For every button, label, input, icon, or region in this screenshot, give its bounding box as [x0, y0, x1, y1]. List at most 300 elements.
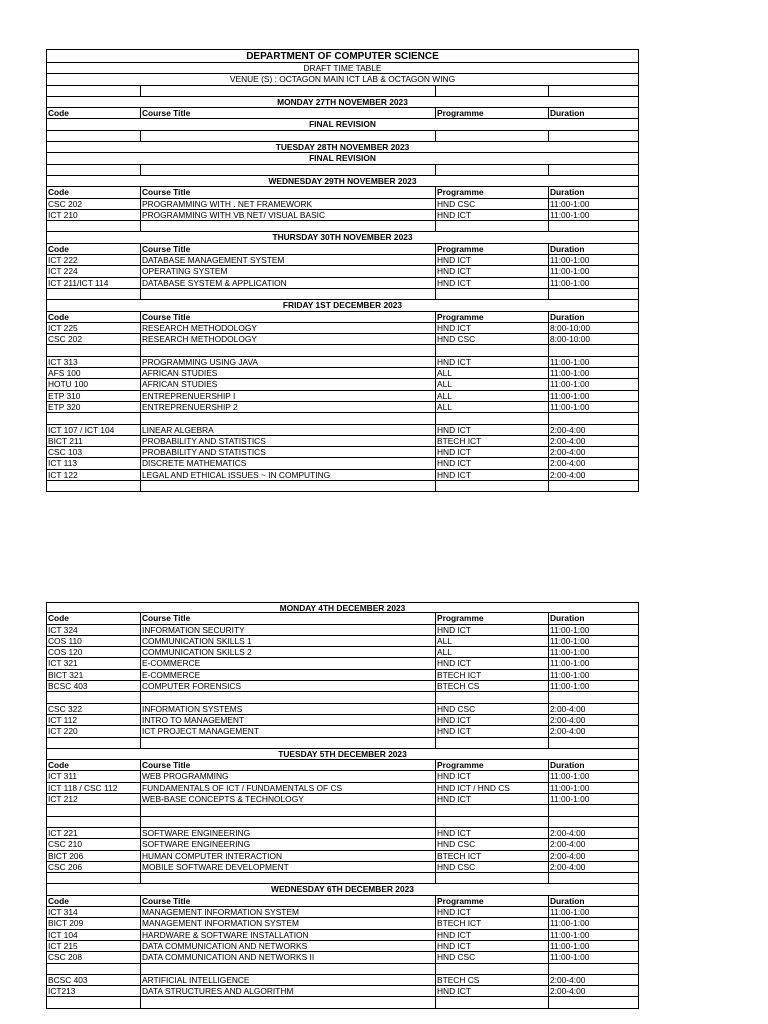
blank-row — [46, 873, 639, 884]
empty-cell — [435, 165, 548, 175]
duration: 2:00-4:00 — [548, 828, 639, 838]
course-code: ICT 113 — [48, 458, 78, 469]
section-heading: FINAL REVISION — [46, 153, 639, 164]
programme: HND ICT — [435, 278, 548, 288]
blank-row — [46, 738, 639, 749]
duration: 11:00-1:00 — [548, 681, 639, 691]
empty-cell — [548, 221, 639, 231]
programme: ALL — [435, 647, 548, 657]
course-title: HARDWARE & SOFTWARE INSTALLATION — [140, 930, 435, 940]
programme: HND ICT / HND CS — [435, 783, 548, 793]
duration: 2:00-4:00 — [548, 975, 639, 985]
draft-label: DRAFT TIME TABLE — [46, 63, 639, 74]
table-row — [46, 941, 639, 952]
section-heading: TUESDAY 5TH DECEMBER 2023 — [46, 749, 639, 760]
course-code: HOTU 100 — [48, 379, 89, 390]
empty-cell — [47, 738, 140, 748]
programme: HND ICT — [435, 266, 548, 276]
course-title-header: Course Title — [140, 896, 435, 906]
programme: HND ICT — [435, 447, 548, 457]
course-title: ENTREPRENUERSHIP I — [140, 391, 435, 401]
table-row — [46, 625, 639, 636]
table-row — [46, 636, 639, 647]
table-row — [46, 210, 639, 221]
programme: HND CSC — [435, 704, 548, 714]
duration: 8:00-10:00 — [548, 334, 639, 344]
empty-cell — [548, 964, 639, 974]
course-title: ARTIFICIAL INTELLIGENCE — [140, 975, 435, 985]
table-row — [46, 357, 639, 368]
duration: 2:00-4:00 — [548, 436, 639, 446]
duration: 11:00-1:00 — [548, 357, 639, 367]
programme-header: Programme — [435, 187, 548, 197]
empty-cell — [140, 873, 435, 883]
empty-cell — [47, 165, 140, 175]
table-row — [46, 918, 639, 929]
empty-cell — [140, 86, 435, 96]
course-code: AFS 100 — [48, 368, 81, 379]
programme: HND ICT — [435, 425, 548, 435]
empty-cell — [435, 221, 548, 231]
timetable-rows-1 — [46, 86, 639, 493]
programme: BTECH ICT — [435, 436, 548, 446]
course-title: PROBABILITY AND STATISTICS — [140, 436, 435, 446]
empty-cell — [47, 997, 140, 1007]
table-row — [46, 828, 639, 839]
section-heading: WEDNESDAY 6TH DECEMBER 2023 — [46, 884, 639, 895]
empty-cell — [435, 964, 548, 974]
course-title: PROGRAMMING USING JAVA — [140, 357, 435, 367]
empty-cell — [548, 131, 639, 141]
column-header-row — [46, 896, 639, 907]
course-title-header: Course Title — [140, 187, 435, 197]
table-row — [46, 783, 639, 794]
section-heading: MONDAY 4TH DECEMBER 2023 — [46, 602, 639, 613]
duration-header: Duration — [548, 896, 639, 906]
empty-cell — [435, 738, 548, 748]
course-code: CSC 208 — [48, 952, 82, 963]
course-code: BICT 206 — [48, 850, 84, 861]
duration: 2:00-4:00 — [548, 447, 639, 457]
programme: HND ICT — [435, 907, 548, 917]
duration-header: Duration — [548, 244, 639, 254]
table-row — [46, 670, 639, 681]
programme: HND ICT — [435, 210, 548, 220]
course-code: ICT 211/ICT 114 — [48, 277, 109, 288]
course-title: MOBILE SOFTWARE DEVELOPMENT — [140, 862, 435, 872]
programme: BTECH ICT — [435, 851, 548, 861]
empty-cell — [47, 345, 140, 355]
blank-row — [46, 221, 639, 232]
course-title: E-COMMERCE — [140, 658, 435, 668]
programme: HND ICT — [435, 794, 548, 804]
blank-row — [46, 964, 639, 975]
duration: 2:00-4:00 — [548, 851, 639, 861]
empty-cell — [548, 805, 639, 815]
table-row — [46, 794, 639, 805]
duration: 2:00-4:00 — [548, 715, 639, 725]
duration: 2:00-4:00 — [548, 986, 639, 996]
duration: 11:00-1:00 — [548, 368, 639, 378]
course-title: DISCRETE MATHEMATICS — [140, 458, 435, 468]
blank-row — [46, 997, 639, 1008]
course-code: ETP 310 — [48, 390, 81, 401]
table-row — [46, 715, 639, 726]
course-title: DATA COMMUNICATION AND NETWORKS — [140, 941, 435, 951]
empty-cell — [140, 289, 435, 299]
duration: 2:00-4:00 — [548, 470, 639, 480]
table-row — [46, 425, 639, 436]
blank-row — [46, 165, 639, 176]
course-code: ICT 122 — [48, 469, 78, 480]
section-heading: THURSDAY 30TH NOVEMBER 2023 — [46, 232, 639, 243]
duration: 11:00-1:00 — [548, 278, 639, 288]
table-row — [46, 278, 639, 289]
table-row — [46, 986, 639, 997]
empty-cell — [47, 805, 140, 815]
course-code: ICT 104 — [48, 929, 78, 940]
duration: 11:00-1:00 — [548, 771, 639, 781]
empty-cell — [435, 692, 548, 702]
table-row — [46, 379, 639, 390]
duration: 11:00-1:00 — [548, 658, 639, 668]
empty-cell — [140, 692, 435, 702]
empty-cell — [47, 817, 140, 827]
programme: HND CSC — [435, 862, 548, 872]
duration: 11:00-1:00 — [548, 783, 639, 793]
duration: 8:00-10:00 — [548, 323, 639, 333]
table-row — [46, 681, 639, 692]
duration-header: Duration — [548, 312, 639, 322]
course-title: MANAGEMENT INFORMATION SYSTEM — [140, 907, 435, 917]
table-row — [46, 323, 639, 334]
course-code: CSC 210 — [48, 839, 82, 850]
duration: 11:00-1:00 — [548, 625, 639, 635]
course-code: ICT 118 / CSC 112 — [48, 782, 118, 793]
table-row — [46, 458, 639, 469]
course-code: ETP 320 — [48, 401, 81, 412]
column-header-row — [46, 760, 639, 771]
course-title: OPERATING SYSTEM — [140, 266, 435, 276]
programme: HND ICT — [435, 941, 548, 951]
empty-cell — [548, 817, 639, 827]
programme: BTECH ICT — [435, 918, 548, 928]
duration: 11:00-1:00 — [548, 907, 639, 917]
course-title: COMMUNICATION SKILLS 1 — [140, 636, 435, 646]
course-title-header: Course Title — [140, 244, 435, 254]
duration-header: Duration — [548, 613, 639, 623]
course-title: AFRICAN STUDIES — [140, 379, 435, 389]
programme-header: Programme — [435, 896, 548, 906]
course-code: ICT 314 — [48, 907, 78, 918]
timetable-sheet-1 — [46, 49, 639, 492]
programme: ALL — [435, 636, 548, 646]
column-header-row — [46, 312, 639, 323]
programme-header: Programme — [435, 244, 548, 254]
table-row — [46, 658, 639, 669]
empty-cell — [548, 165, 639, 175]
course-code: COS 110 — [48, 635, 82, 646]
course-code: ICT 321 — [48, 658, 78, 669]
code-header: Code — [48, 613, 69, 624]
empty-cell — [47, 289, 140, 299]
table-row — [46, 199, 639, 210]
course-title: HUMAN COMPUTER INTERACTION — [140, 851, 435, 861]
duration: 11:00-1:00 — [548, 794, 639, 804]
table-row — [46, 839, 639, 850]
course-code: ICT 324 — [48, 624, 78, 635]
course-title: RESEARCH METHODOLOGY — [140, 323, 435, 333]
table-row — [46, 930, 639, 941]
course-title: DATABASE SYSTEM & APPLICATION — [140, 278, 435, 288]
duration: 2:00-4:00 — [548, 726, 639, 736]
course-code: ICT 210 — [48, 209, 78, 220]
programme: HND ICT — [435, 726, 548, 736]
empty-cell — [47, 964, 140, 974]
programme-header: Programme — [435, 108, 548, 118]
course-code: BCSC 403 — [48, 681, 88, 692]
course-code: CSC 322 — [48, 703, 82, 714]
programme: HND CSC — [435, 199, 548, 209]
course-code: ICT 224 — [48, 266, 78, 277]
duration: 11:00-1:00 — [548, 636, 639, 646]
code-header: Code — [48, 895, 69, 906]
empty-cell — [140, 481, 435, 491]
course-code: CSC 206 — [48, 861, 82, 872]
empty-cell — [435, 805, 548, 815]
course-code: CSC 202 — [48, 198, 82, 209]
empty-cell — [435, 873, 548, 883]
programme: ALL — [435, 391, 548, 401]
department-title: DEPARTMENT OF COMPUTER SCIENCE — [46, 49, 639, 63]
duration: 11:00-1:00 — [548, 199, 639, 209]
programme: HND ICT — [435, 828, 548, 838]
course-code: ICT 215 — [48, 940, 78, 951]
empty-cell — [140, 345, 435, 355]
empty-cell — [435, 481, 548, 491]
code-header: Code — [48, 187, 69, 198]
duration: 11:00-1:00 — [548, 379, 639, 389]
course-code: ICT 107 / ICT 104 — [48, 424, 115, 435]
table-row — [46, 436, 639, 447]
programme: HND ICT — [435, 357, 548, 367]
table-row — [46, 726, 639, 737]
course-code: CSC 202 — [48, 334, 82, 345]
programme: HND ICT — [435, 771, 548, 781]
course-code: ICT 221 — [48, 827, 78, 838]
duration: 11:00-1:00 — [548, 391, 639, 401]
course-title: AFRICAN STUDIES — [140, 368, 435, 378]
empty-cell — [548, 289, 639, 299]
course-title: INTRO TO MANAGEMENT — [140, 715, 435, 725]
programme: BTECH ICT — [435, 670, 548, 680]
course-title: DATA STRUCTURES AND ALGORITHM — [140, 986, 435, 996]
duration: 11:00-1:00 — [548, 670, 639, 680]
course-title: RESEARCH METHODOLOGY — [140, 334, 435, 344]
empty-cell — [435, 817, 548, 827]
course-code: ICT 225 — [48, 322, 78, 333]
duration: 11:00-1:00 — [548, 255, 639, 265]
empty-cell — [435, 131, 548, 141]
column-header-row — [46, 613, 639, 624]
course-title: ICT PROJECT MANAGEMENT — [140, 726, 435, 736]
programme: HND ICT — [435, 458, 548, 468]
empty-cell — [47, 873, 140, 883]
venue-label: VENUE (S) : OCTAGON MAIN ICT LAB & OCTAGON WING — [46, 74, 639, 85]
blank-row — [46, 817, 639, 828]
course-code: BICT 321 — [48, 669, 84, 680]
course-title: WEB PROGRAMMING — [140, 771, 435, 781]
course-title: PROGRAMMING WITH . NET FRAMEWORK — [140, 199, 435, 209]
column-header-row — [46, 187, 639, 198]
programme: HND ICT — [435, 625, 548, 635]
empty-cell — [548, 997, 639, 1007]
course-title: LINEAR ALGEBRA — [140, 425, 435, 435]
empty-cell — [47, 692, 140, 702]
course-title: FUNDAMENTALS OF ICT / FUNDAMENTALS OF CS — [140, 783, 435, 793]
table-row — [46, 391, 639, 402]
blank-row — [46, 692, 639, 703]
duration: 11:00-1:00 — [548, 918, 639, 928]
programme: BTECH CS — [435, 681, 548, 691]
empty-cell — [140, 221, 435, 231]
empty-cell — [47, 413, 140, 423]
programme-header: Programme — [435, 312, 548, 322]
duration: 11:00-1:00 — [548, 647, 639, 657]
section-heading: FRIDAY 1ST DECEMBER 2023 — [46, 300, 639, 311]
course-title: PROBABILITY AND STATISTICS — [140, 447, 435, 457]
empty-cell — [548, 413, 639, 423]
column-header-row — [46, 108, 639, 119]
empty-cell — [435, 997, 548, 1007]
table-row — [46, 368, 639, 379]
empty-cell — [47, 221, 140, 231]
course-title: SOFTWARE ENGINEERING — [140, 839, 435, 849]
duration: 2:00-4:00 — [548, 839, 639, 849]
code-header: Code — [48, 760, 69, 771]
course-code: ICT 311 — [48, 771, 78, 782]
course-title: WEB-BASE CONCEPTS & TECHNOLOGY — [140, 794, 435, 804]
course-title: ENTREPRENUERSHIP 2 — [140, 402, 435, 412]
course-title: SOFTWARE ENGINEERING — [140, 828, 435, 838]
code-header: Code — [48, 311, 69, 322]
course-title: DATABASE MANAGEMENT SYSTEM — [140, 255, 435, 265]
duration: 11:00-1:00 — [548, 952, 639, 962]
duration: 2:00-4:00 — [548, 425, 639, 435]
table-row — [46, 255, 639, 266]
duration: 11:00-1:00 — [548, 402, 639, 412]
empty-cell — [140, 131, 435, 141]
course-title-header: Course Title — [140, 613, 435, 623]
blank-row — [46, 86, 639, 97]
section-heading: FINAL REVISION — [46, 119, 639, 130]
course-title-header: Course Title — [140, 760, 435, 770]
programme: BTECH CS — [435, 975, 548, 985]
section-heading: TUESDAY 28TH NOVEMBER 2023 — [46, 142, 639, 153]
programme-header: Programme — [435, 760, 548, 770]
code-header: Code — [48, 108, 69, 119]
course-code: ICT 222 — [48, 255, 78, 266]
programme: ALL — [435, 379, 548, 389]
empty-cell — [548, 738, 639, 748]
course-code: BICT 211 — [48, 435, 83, 446]
programme: HND ICT — [435, 930, 548, 940]
course-title-header: Course Title — [140, 108, 435, 118]
table-row — [46, 470, 639, 481]
blank-row — [46, 345, 639, 356]
programme: HND ICT — [435, 986, 548, 996]
programme: HND ICT — [435, 323, 548, 333]
course-title: INFORMATION SECURITY — [140, 625, 435, 635]
empty-cell — [548, 692, 639, 702]
course-code: CSC 103 — [48, 447, 82, 458]
column-header-row — [46, 244, 639, 255]
section-heading: WEDNESDAY 29TH NOVEMBER 2023 — [46, 176, 639, 187]
duration: 11:00-1:00 — [548, 941, 639, 951]
empty-cell — [548, 86, 639, 96]
programme: HND ICT — [435, 658, 548, 668]
course-title: PROGRAMMING WITH VB NET/ VISUAL BASIC — [140, 210, 435, 220]
course-title: E-COMMERCE — [140, 670, 435, 680]
blank-row — [46, 481, 639, 492]
blank-row — [46, 413, 639, 424]
empty-cell — [140, 817, 435, 827]
table-row — [46, 771, 639, 782]
programme: HND CSC — [435, 839, 548, 849]
duration: 11:00-1:00 — [548, 930, 639, 940]
code-header: Code — [48, 243, 69, 254]
course-code: ICT 112 — [48, 714, 78, 725]
duration: 2:00-4:00 — [548, 458, 639, 468]
course-title-header: Course Title — [140, 312, 435, 322]
table-row — [46, 334, 639, 345]
course-title: LEGAL AND ETHICAL ISSUES ~ IN COMPUTING — [140, 470, 435, 480]
timetable-sheet-2 — [46, 602, 639, 1009]
empty-cell — [47, 131, 140, 141]
duration: 2:00-4:00 — [548, 862, 639, 872]
empty-cell — [548, 345, 639, 355]
table-row — [46, 862, 639, 873]
empty-cell — [140, 997, 435, 1007]
table-row — [46, 266, 639, 277]
duration-header: Duration — [548, 187, 639, 197]
blank-row — [46, 805, 639, 816]
duration-header: Duration — [548, 108, 639, 118]
course-title: INFORMATION SYSTEMS — [140, 704, 435, 714]
course-code: ICT 313 — [48, 356, 78, 367]
programme: ALL — [435, 402, 548, 412]
duration: 11:00-1:00 — [548, 210, 639, 220]
empty-cell — [435, 345, 548, 355]
programme: HND ICT — [435, 715, 548, 725]
empty-cell — [548, 481, 639, 491]
programme-header: Programme — [435, 613, 548, 623]
table-row — [46, 704, 639, 715]
course-title: DATA COMMUNICATION AND NETWORKS II — [140, 952, 435, 962]
section-heading: MONDAY 27TH NOVEMBER 2023 — [46, 97, 639, 108]
course-title: COMMUNICATION SKILLS 2 — [140, 647, 435, 657]
table-row — [46, 402, 639, 413]
empty-cell — [140, 738, 435, 748]
table-row — [46, 975, 639, 986]
blank-row — [46, 131, 639, 142]
timetable-rows-2 — [46, 602, 639, 1009]
programme: ALL — [435, 368, 548, 378]
course-code: ICT213 — [48, 986, 76, 997]
programme: HND ICT — [435, 470, 548, 480]
empty-cell — [435, 86, 548, 96]
course-code: ICT 212 — [48, 794, 78, 805]
